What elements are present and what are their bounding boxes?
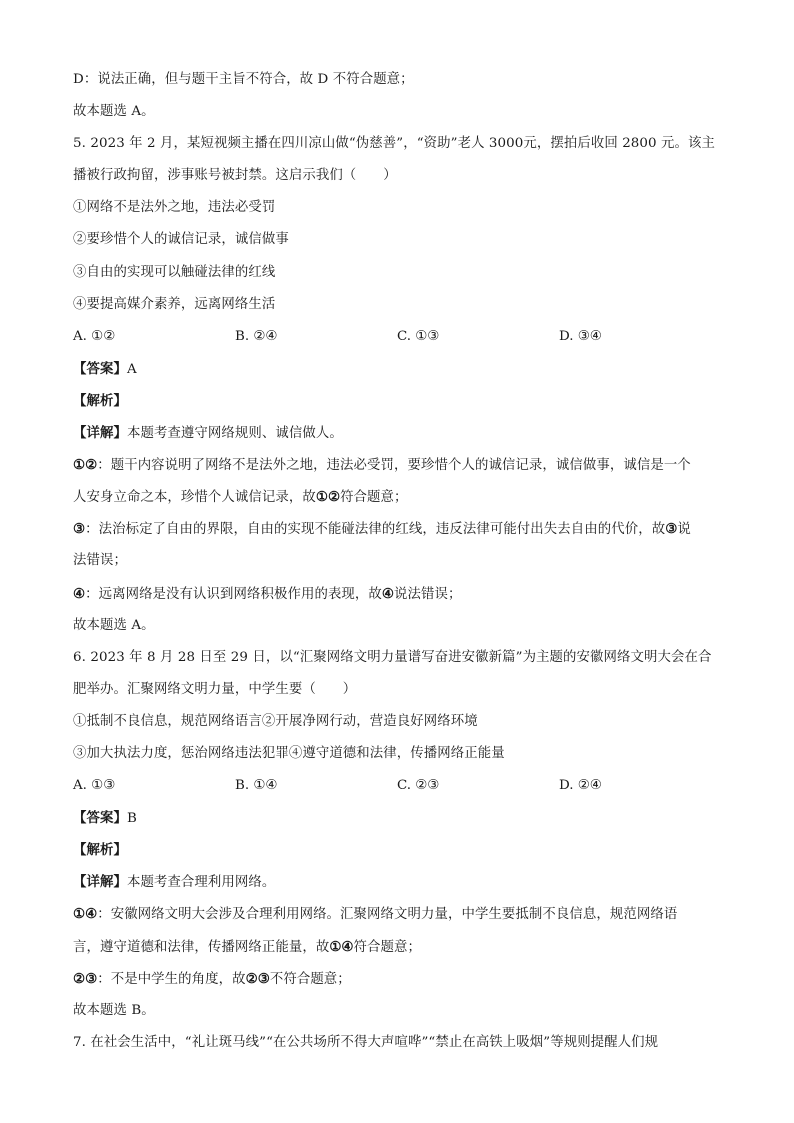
option-d: D. ②④ bbox=[559, 778, 602, 794]
question-5-options bbox=[73, 321, 723, 353]
explanation-line: 人安身立命之本，珍惜个人诚信记录，故①②符合题意； bbox=[73, 489, 408, 506]
question-6-stem: 6. 2023 年 8 月 28 日至 29 日，以“汇聚网络文明力量谱写奋进安徽新篇”为主题的安徽网络文明大会在合 bbox=[73, 649, 712, 665]
text-line: 故本题选 A。 bbox=[73, 104, 155, 120]
detail-line: 【详解】本题考查合理利用网络。 bbox=[73, 874, 276, 891]
answer-value: B bbox=[126, 811, 137, 827]
answer-line bbox=[73, 353, 723, 385]
analysis-tag: 【解析】 bbox=[73, 842, 127, 859]
answer-tag: 【答案】 bbox=[73, 360, 127, 377]
detail-line: 【详解】本题考查遵守网络规则、诚信做人。 bbox=[73, 425, 343, 442]
text-line: D：说法正确，但与题干主旨不符合，故 D 不符合题意； bbox=[73, 72, 414, 87]
question-5-item: ①网络不是法外之地，违法必受罚 bbox=[73, 200, 276, 216]
option-a: A. ①② bbox=[73, 328, 116, 344]
explanation-line: ①②：题干内容说明了网络不是法外之地，违法必受罚，要珍惜个人的诚信记录，诚信做事，诚信是一个 bbox=[73, 457, 691, 474]
explanation-line: 言，遵守道德和法律，传播网络正能量，故①④符合题意； bbox=[73, 938, 421, 955]
conclusion-line: 故本题选 A。 bbox=[73, 617, 155, 633]
question-6-stem: 肥举办。汇聚网络文明力量，中学生要（ ） bbox=[73, 681, 357, 697]
option-b: B. ②④ bbox=[235, 328, 278, 344]
explanation-line: ③：法治标定了自由的界限，自由的实现不能碰法律的红线，违反法律可能付出失去自由的代价，故③说 bbox=[73, 521, 691, 538]
option-c: C. ②③ bbox=[397, 778, 440, 794]
option-a: A. ①③ bbox=[73, 778, 116, 794]
question-7-stem: 7. 在社会生活中，“礼让斑马线”“在公共场所不得大声喧哗”“禁止在高铁上吸烟”等规则提醒人们规 bbox=[73, 1034, 659, 1050]
option-d: D. ③④ bbox=[559, 328, 602, 344]
analysis-tag: 【解析】 bbox=[73, 392, 127, 409]
question-6-item: ①抵制不良信息，规范网络语言②开展净网行动，营造良好网络环境 bbox=[73, 713, 478, 729]
answer-tag: 【答案】 bbox=[73, 810, 127, 827]
detail-tag: 【详解】 bbox=[73, 425, 127, 442]
explanation-line: ④：远离网络是没有认识到网络积极作用的表现，故④说法错误； bbox=[73, 585, 462, 602]
question-6-item: ③加大执法力度，惩治网络违法犯罪④遵守道德和法律，传播网络正能量 bbox=[73, 745, 505, 761]
option-b: B. ①④ bbox=[235, 778, 278, 794]
question-5-stem: 5. 2023 年 2 月，某短视频主播在四川凉山做“伪慈善”，“资助”老人 3000元，摆拍后收回 2800 元。该主 bbox=[73, 136, 715, 152]
question-6-options bbox=[73, 770, 723, 802]
question-5-item: ②要珍惜个人的诚信记录，诚信做事 bbox=[73, 232, 289, 248]
question-5-item: ④要提高媒介素养，远离网络生活 bbox=[73, 296, 276, 312]
detail-tag: 【详解】 bbox=[73, 874, 127, 891]
answer-value: A bbox=[126, 361, 137, 377]
conclusion-line: 故本题选 B。 bbox=[73, 1002, 155, 1018]
answer-line bbox=[73, 802, 723, 834]
explanation-line: 法错误； bbox=[73, 553, 127, 569]
document-page bbox=[73, 64, 723, 1059]
question-5-item: ③自由的实现可以触碰法律的红线 bbox=[73, 264, 276, 280]
explanation-line: ①④：安徽网络文明大会涉及合理利用网络。汇聚网络文明力量，中学生要抵制不良信息，规范网络语 bbox=[73, 906, 678, 923]
question-5-stem: 播被行政拘留，涉事账号被封禁。这启示我们（ ） bbox=[73, 168, 397, 184]
option-c: C. ①③ bbox=[397, 328, 440, 344]
explanation-line: ②③：不是中学生的角度，故②③不符合题意； bbox=[73, 970, 351, 987]
